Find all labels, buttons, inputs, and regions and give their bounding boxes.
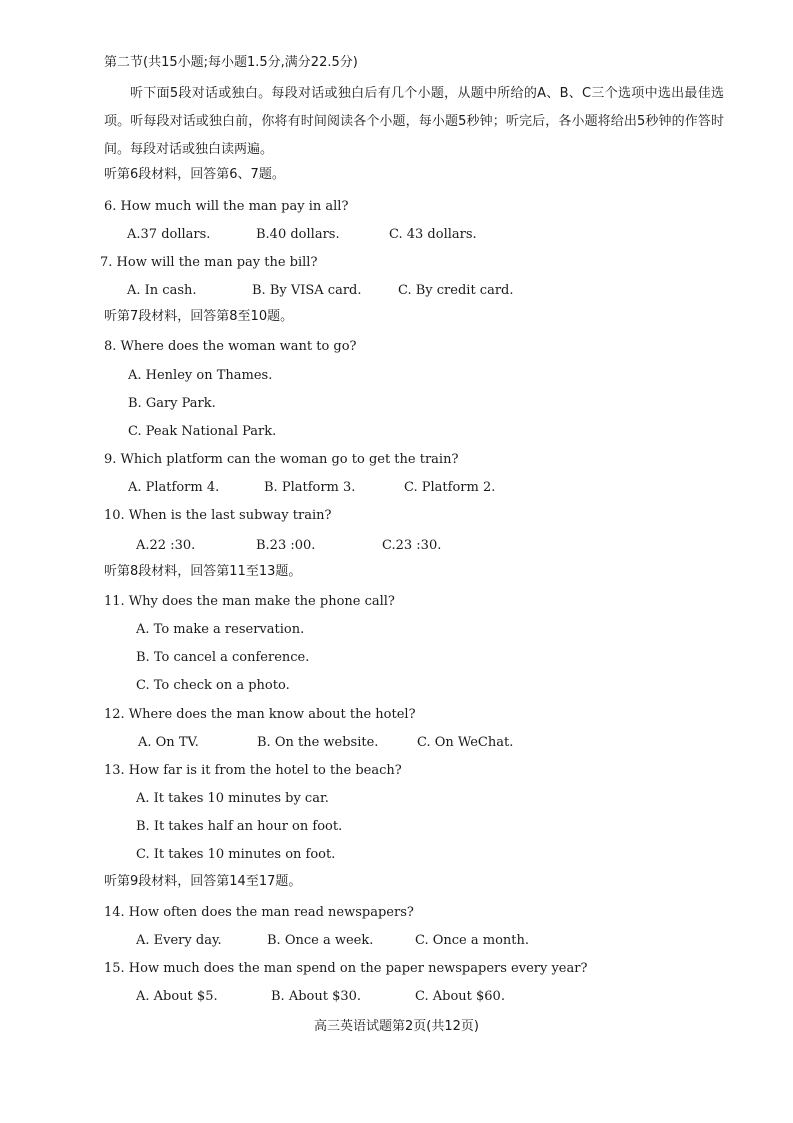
question-12-stem: 12. Where does the man know about the hotel?: [104, 707, 416, 722]
question-11-option-c: C. To check on a photo.: [136, 678, 290, 693]
question-11-option-b: B. To cancel a conference.: [136, 650, 310, 665]
question-13-stem: 13. How far is it from the hotel to the beach?: [104, 763, 402, 778]
question-12-option-a: A. On TV.: [138, 735, 199, 750]
question-9-stem: 9. Which platform can the woman go to get the train?: [104, 452, 459, 467]
question-15-option-b: B. About $30.: [271, 989, 362, 1004]
question-9-option-a: A. Platform 4.: [128, 480, 220, 495]
question-11-option-a: A. To make a reservation.: [136, 622, 305, 637]
question-6-option-a: A.37 dollars.: [127, 227, 211, 242]
question-8-stem: 8. Where does the woman want to go?: [104, 339, 357, 354]
question-7-option-c: C. By credit card.: [398, 283, 514, 298]
question-6-stem: 6. How much will the man pay in all?: [104, 199, 349, 214]
material-8-heading: 听第8段材料，回答第11至13题。: [104, 564, 302, 579]
question-13-option-c: C. It takes 10 minutes on foot.: [136, 847, 336, 862]
question-10-option-b: B.23 :00.: [256, 538, 316, 553]
question-13-option-a: A. It takes 10 minutes by car.: [136, 791, 329, 806]
question-11-stem: 11. Why does the man make the phone call?: [104, 594, 395, 609]
question-9-option-c: C. Platform 2.: [404, 480, 496, 495]
question-15-option-a: A. About $5.: [136, 989, 218, 1004]
question-15-option-c: C. About $60.: [415, 989, 505, 1004]
question-14-option-a: A. Every day.: [136, 933, 222, 948]
question-8-option-a: A. Henley on Thames.: [128, 368, 273, 383]
question-7-stem: 7. How will the man pay the bill?: [100, 255, 318, 270]
question-12-option-c: C. On WeChat.: [417, 735, 514, 750]
question-9-option-b: B. Platform 3.: [264, 480, 356, 495]
question-7-option-a: A. In cash.: [127, 283, 197, 298]
material-6-heading: 听第6段材料，回答第6、7题。: [104, 167, 285, 182]
question-8-option-c: C. Peak National Park.: [128, 424, 277, 439]
section-header: 第二节(共15小题;每小题1.5分,满分22.5分): [104, 55, 358, 70]
question-13-option-b: B. It takes half an hour on foot.: [136, 819, 343, 834]
question-14-stem: 14. How often does the man read newspapers?: [104, 905, 414, 920]
question-7-option-b: B. By VISA card.: [252, 283, 362, 298]
question-12-option-b: B. On the website.: [257, 735, 379, 750]
question-15-stem: 15. How much does the man spend on the paper newspapers every year?: [104, 961, 588, 976]
question-14-option-c: C. Once a month.: [415, 933, 530, 948]
page-footer: 高三英语试题第2页(共12页): [314, 1019, 479, 1034]
material-7-heading: 听第7段材料，回答第8至10题。: [104, 309, 294, 324]
question-10-option-c: C.23 :30.: [382, 538, 442, 553]
question-6-option-b: B.40 dollars.: [256, 227, 340, 242]
question-8-option-b: B. Gary Park.: [128, 396, 216, 411]
question-10-option-a: A.22 :30.: [136, 538, 196, 553]
question-10-stem: 10. When is the last subway train?: [104, 508, 332, 523]
instructions-paragraph: 听下面5段对话或独白。每段对话或独白后有几个小题，从题中所给的A、B、C三个选项中选出最佳选项。听每段对话或独白前，你将有时间阅读各个小题，每小题5秒钟；听完后，各小题将给出5秒钟的作答时间。每段对话或独白读两遍。: [104, 86, 724, 157]
material-9-heading: 听第9段材料，回答第14至17题。: [104, 874, 302, 889]
question-14-option-b: B. Once a week.: [267, 933, 374, 948]
question-6-option-c: C. 43 dollars.: [389, 227, 477, 242]
